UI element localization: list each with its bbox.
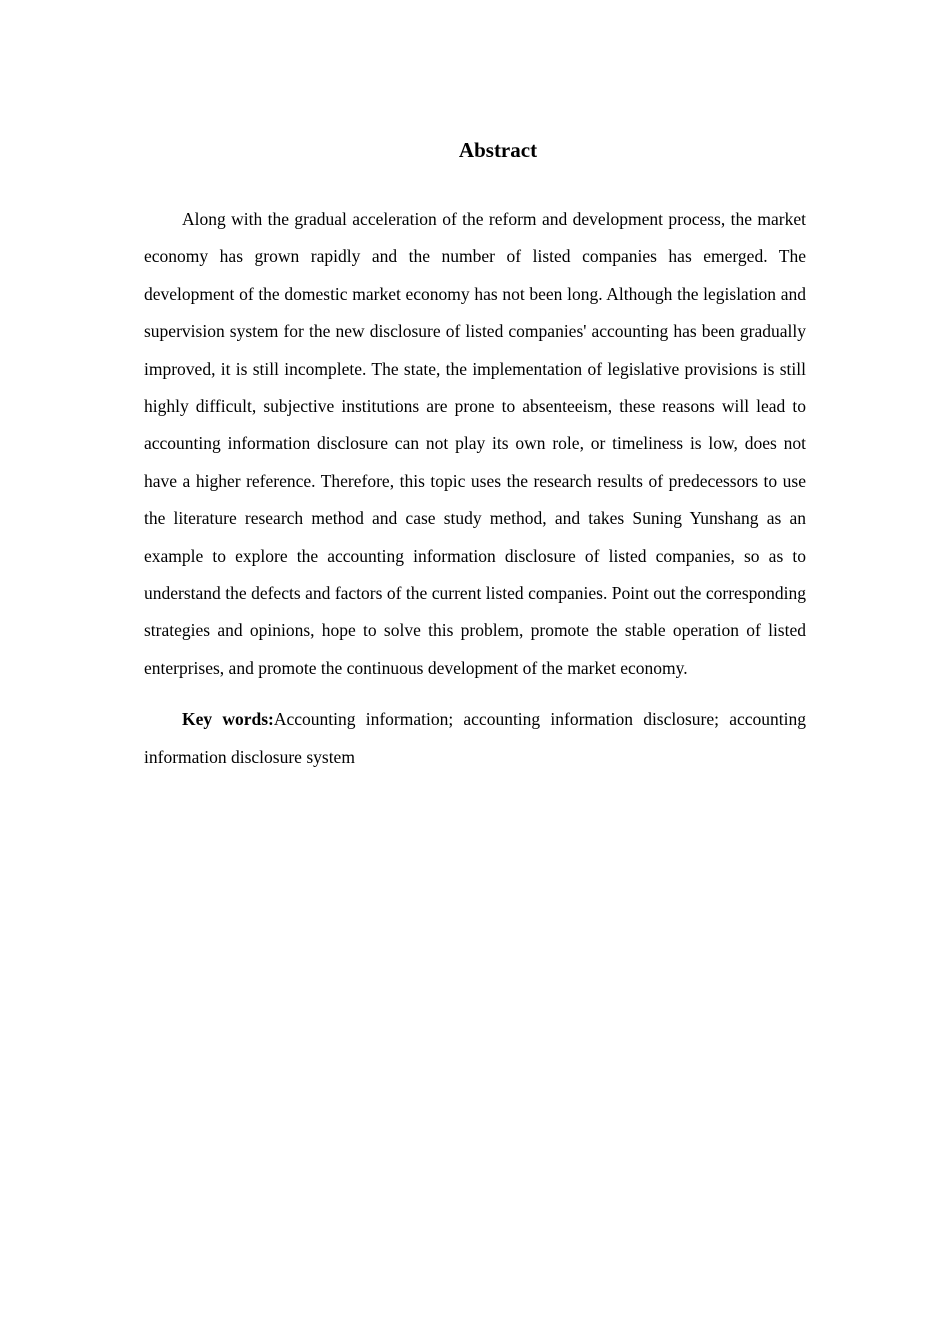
page-title: Abstract xyxy=(458,138,538,162)
abstract-section xyxy=(144,136,806,776)
abstract-paragraph: Along with the gradual acceleration of the reform and development process, the market economy has grown rapidly and the number of listed companies has emerged. The development of the domestic market economy has not been long. Although the legislation and supervision system for the new disclosure of listed companies' accounting has been gradually improved, it is still incomplete. The state, the implementation of legislative provisions is still highly difficult, subjective institutions are prone to absenteeism, these reasons will lead to accounting information disclosure can not play its own role, or timeliness is low, does not have a higher reference. Therefore, this topic uses the research results of predecessors to use the literature research method and case study method, and takes Suning Yunshang as an example to explore the accounting information disclosure of listed companies, so as to understand the defects and factors of the current listed companies. Point out the corresponding strategies and opinions, hope to solve this problem, promote the stable operation of listed enterprises, and promote the continuous development of the market economy. xyxy=(144,209,806,678)
keywords-paragraph xyxy=(144,701,806,776)
keywords-text: Accounting information; accounting information disclosure; accounting information disclosure system xyxy=(144,709,806,767)
keywords-label: Key words: xyxy=(182,709,274,730)
